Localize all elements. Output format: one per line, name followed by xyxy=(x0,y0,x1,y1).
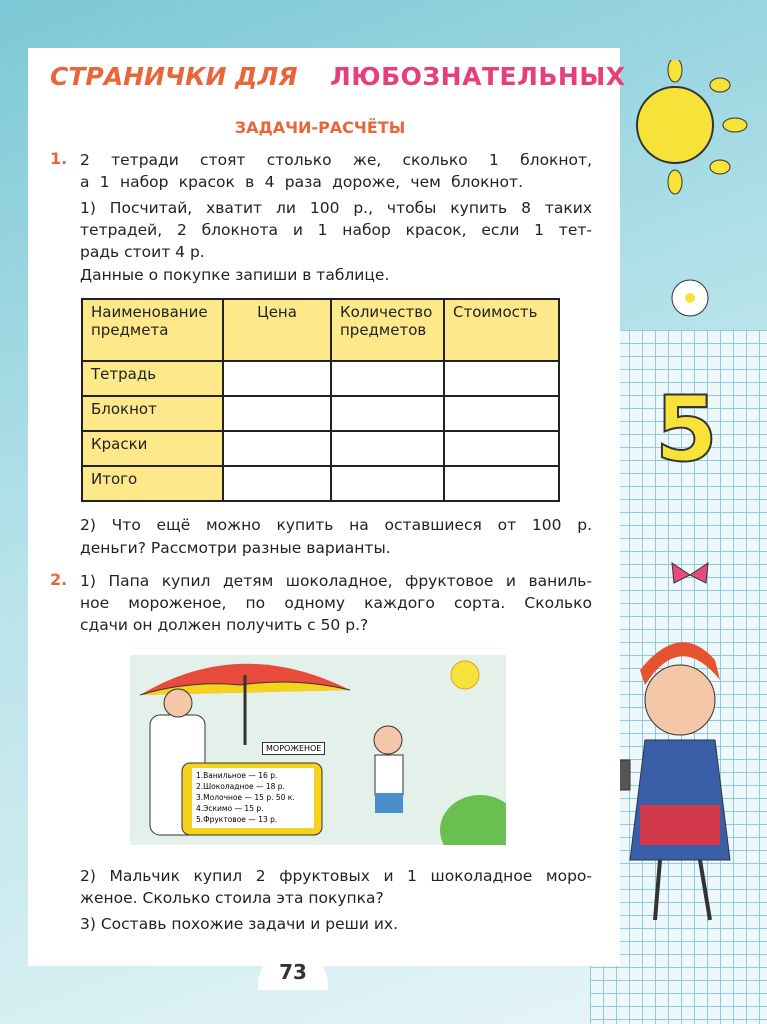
page-number: 73 xyxy=(258,950,328,990)
task-number: 2. xyxy=(50,570,68,589)
task2-q3: 3) Составь похожие задачи и реши их. xyxy=(80,915,399,933)
table-header: Стоимость xyxy=(444,299,559,361)
header-part1: СТРАНИЧКИ ДЛЯ xyxy=(50,62,298,91)
table-header: Количество предметов xyxy=(331,299,444,361)
sun-icon xyxy=(637,60,747,194)
price-item: 5.Фруктовое — 13 р. xyxy=(196,815,278,824)
girl-with-calculator xyxy=(620,642,730,920)
task1-line: Данные о покупке запиши в таблице. xyxy=(80,266,390,284)
number-five-character: 5 xyxy=(655,377,718,482)
table-cell[interactable] xyxy=(223,361,331,396)
table-row-label: Итого xyxy=(82,466,223,501)
ice-cream-illustration xyxy=(130,655,506,845)
table-header: Цена xyxy=(223,299,331,361)
task2-line: сдачи он должен получить с 50 р.? xyxy=(80,616,369,634)
table-row-label: Тетрадь xyxy=(82,361,223,396)
table-row-label: Краски xyxy=(82,431,223,466)
table-cell[interactable] xyxy=(223,431,331,466)
table-header: Наименование предмета xyxy=(82,299,223,361)
price-item: 1.Ванильное — 16 р. xyxy=(196,771,278,780)
side-decorations xyxy=(620,60,767,960)
sign-title: МОРОЖЕНОЕ xyxy=(262,742,325,755)
flower-icon xyxy=(672,280,708,316)
price-item: 4.Эскимо — 15 р. xyxy=(196,804,264,813)
header-part2: ЛЮБОЗНАТЕЛЬНЫХ xyxy=(330,62,626,91)
task1-line: радь стоит 4 р. xyxy=(80,243,205,261)
table-cell[interactable] xyxy=(444,466,559,501)
task1-q2-line: деньги? Рассмотри разные варианты. xyxy=(80,539,391,557)
task2-q2-line: женое. Сколько стоила эта покупка? xyxy=(80,889,384,907)
header-banner xyxy=(30,52,626,102)
task1-q2-line: 2) Что ещё можно купить на оставшиеся от 100 р. xyxy=(80,516,592,534)
task1-line: 2 тетради стоят столько же, сколько 1 блокнот, xyxy=(80,151,592,169)
table-cell[interactable] xyxy=(331,431,444,466)
table-cell[interactable] xyxy=(444,431,559,466)
table-cell[interactable] xyxy=(444,396,559,431)
task2-line: ное мороженое, по одному каждого сорта. Сколько xyxy=(80,594,592,612)
task-number: 1. xyxy=(50,149,68,168)
section-title: ЗАДАЧИ-РАСЧЁТЫ xyxy=(234,118,406,137)
table-cell[interactable] xyxy=(331,361,444,396)
table-cell[interactable] xyxy=(331,396,444,431)
task2-q2-line: 2) Мальчик купил 2 фруктовых и 1 шоколадное моро- xyxy=(80,867,592,885)
table-cell[interactable] xyxy=(223,466,331,501)
price-item: 3.Молочное — 15 р. 50 к. xyxy=(196,793,295,802)
task2-line: 1) Папа купил детям шоколадное, фруктовое и ваниль- xyxy=(80,572,592,590)
table-cell[interactable] xyxy=(223,396,331,431)
table-cell[interactable] xyxy=(331,466,444,501)
task1-line: а 1 набор красок в 4 раза дороже, чем блокнот. xyxy=(80,173,523,191)
task1-line: тетрадей, 2 блокнота и 1 набор красок, если 1 тет- xyxy=(80,221,592,239)
purchase-table xyxy=(81,298,560,502)
butterfly-icon xyxy=(672,563,708,583)
price-list xyxy=(192,768,314,828)
task1-line: 1) Посчитай, хватит ли 100 р., чтобы купить 8 таких xyxy=(80,199,592,217)
table-row-label: Блокнот xyxy=(82,396,223,431)
table-cell[interactable] xyxy=(444,361,559,396)
price-item: 2.Шоколадное — 18 р. xyxy=(196,782,285,791)
